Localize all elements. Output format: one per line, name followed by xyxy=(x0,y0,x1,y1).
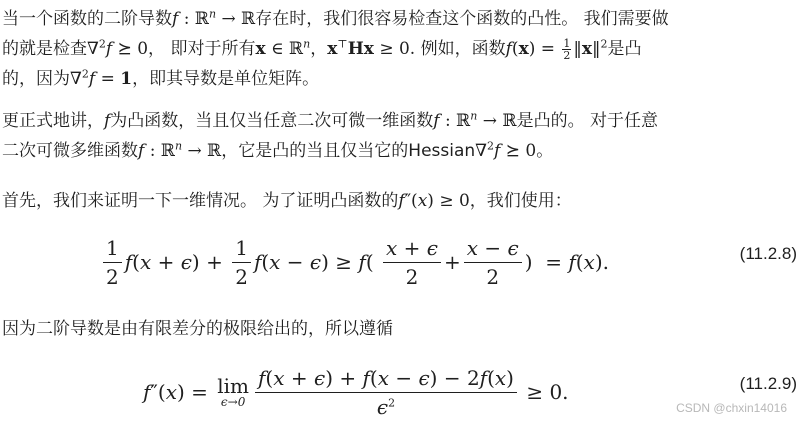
paragraph-1 xyxy=(2,4,802,94)
paragraph-2-line-2: 二次可微多维函数f : ℝ$^n$ → ℝ，它是凸的当且仅当它的Hessian∇$^2$f ⪰ 0。 xyxy=(2,139,554,161)
paragraph-3 xyxy=(2,186,802,216)
paragraph-1-line-3: 的，因为∇$^2$f = 1，即其导数是单位矩阵。 xyxy=(2,67,320,89)
paragraph-4 xyxy=(2,314,802,344)
paragraph-2-line-1: 更正式地讲，f为凸函数，当且仅当任意二次可微一维函数f : ℝ$^n$ → ℝ是凸的。 对于任意 xyxy=(2,109,658,131)
paragraph-3-line-1: 首先，我们来证明一下一维情况。 为了证明凸函数的f″(x) ≥ 0，我们使用： xyxy=(2,191,572,211)
paragraph-1-line-1: 当一个函数的二阶导数f : ℝ$^n$ → ℝ存在时，我们很容易检查这个函数的凸性。 我们需要做 xyxy=(2,7,669,29)
equation-number: (11.2.9) xyxy=(739,374,797,393)
paragraph-2 xyxy=(2,106,802,166)
equation-number: (11.2.8) xyxy=(739,244,797,263)
equation-11-2-9: f ″( x ) = lim ϵ→0 $\frac{f(x + \epsilon) + f(x - \epsilon) - 2f(x)}{\epsilon^2}$ ≥ 0. (11.2.9) xyxy=(143,365,797,419)
math: f xyxy=(172,9,179,29)
limit-operator: lim ϵ→0 xyxy=(217,374,250,409)
paragraph-1-line-2: 的就是检查∇$^2$f ⪰ 0， 即对于所有x ∈ ℝ$^n$，x⊤Hx ≥ 0. 例如，函数f(x) = $\frac{1}{2}$ ‖x‖$^2$是凸 xyxy=(2,36,642,62)
csdn-watermark: CSDN @chxin14016 xyxy=(676,401,787,415)
equation-11-2-8: $\frac{1}{2}$ f ( x + ϵ ) + $\frac{1}{2}$ f ( x − ϵ ) ≥ f ( $\frac{x + \epsilon}{2}$ + $\frac{x - \epsilon}{2}$ ) = f ( x ). (11.2.8) xyxy=(0,232,805,292)
paragraph-4-line-1: 因为二阶导数是由有限差分的极限给出的，所以遵循 xyxy=(2,319,393,339)
